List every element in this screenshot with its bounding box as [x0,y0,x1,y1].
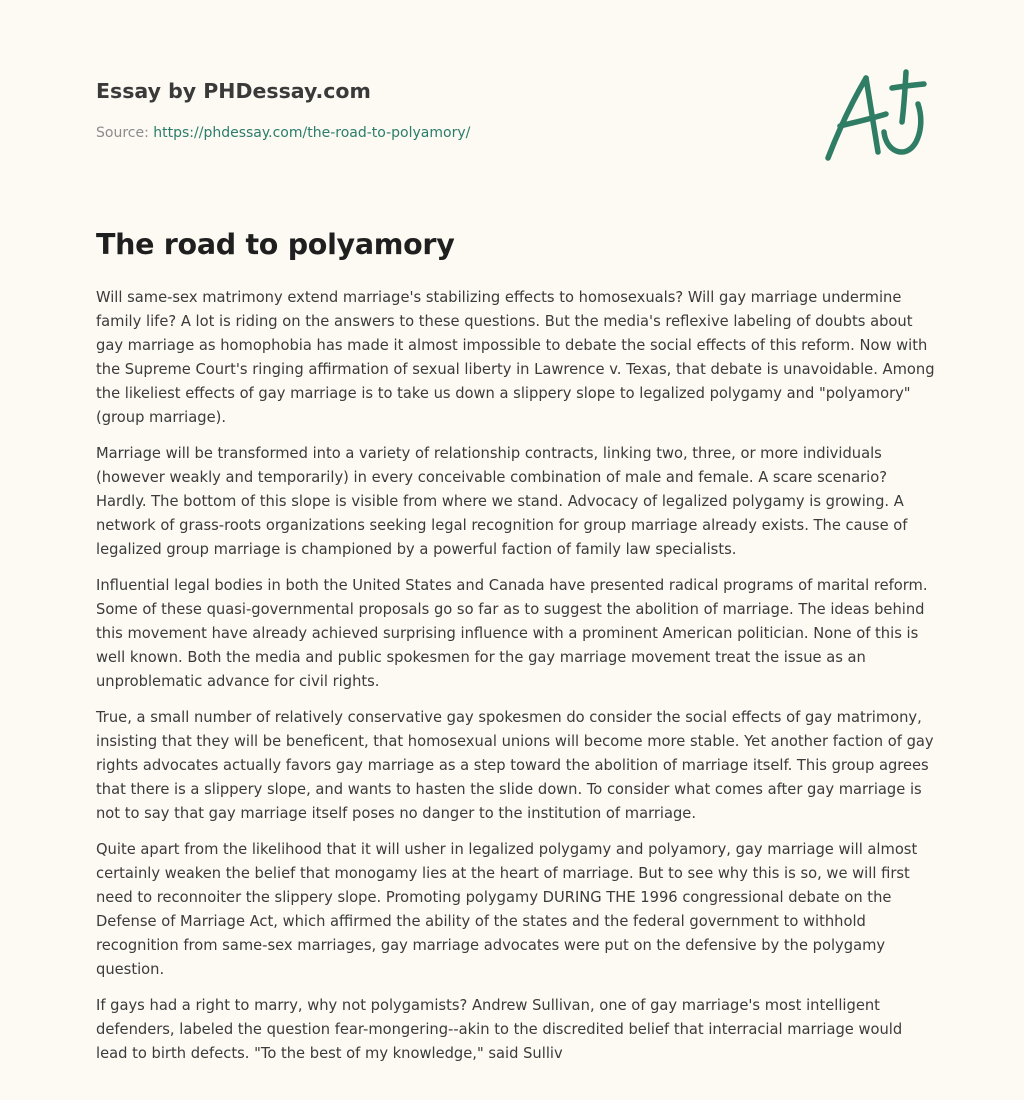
brand-title: Essay by PHDessay.com [96,79,371,103]
essay-body [96,286,936,1078]
paragraph: Marriage will be transformed into a variety of relationship contracts, linking two, three, or more individuals (however weakly and temporarily) in every conceivable combination of male and female. A scare scenario? Hardly. The bottom of this slope is visible from where we stand. Advocacy of legalized polygamy is growing. A network of grass-roots organizations seeking legal recognition for group marriage already exists. The cause of legalized group marriage is championed by a powerful faction of family law specialists. [96,445,908,558]
source-link[interactable]: https://phdessay.com/the-road-to-polyamory/ [153,125,471,141]
source-label: Source: [96,125,154,141]
paragraph: True, a small number of relatively conservative gay spokesmen do consider the social effects of gay matrimony, insisting that they will be beneficent, that homosexual unions will become more stable. Yet another faction of gay rights advocates actually favors gay marriage as a step toward the abolition of marriage itself. This group agrees that there is a slippery slope, and wants to hasten the slide down. To consider what comes after gay marriage is not to say that gay marriage itself poses no danger to the institution of marriage. [96,709,934,822]
paragraph: Influential legal bodies in both the United States and Canada have presented radical programs of marital reform. Some of these quasi-governmental proposals go so far as to suggest the abolition of marriage. The ideas behind this movement have already achieved surprising influence with a prominent American politician. None of this is well known. Both the media and public spokesmen for the gay marriage movement treat the issue as an unproblematic advance for civil rights. [96,577,928,690]
source-line [96,124,696,142]
a-plus-icon [818,66,934,166]
page-header [96,78,696,142]
paragraph: Quite apart from the likelihood that it will usher in legalized polygamy and polyamory, gay marriage will almost certainly weaken the belief that monogamy lies at the heart of marriage. But to see why this is so, we will first need to reconnoiter the slippery slope. Promoting polygamy DURING THE 1996 congressional debate on the Defense of Marriage Act, which affirmed the ability of the states and the federal government to withhold recognition from same-sex marriages, gay marriage advocates were put on the defensive by the polygamy question. [96,841,918,978]
paragraph: Will same-sex matrimony extend marriage's stabilizing effects to homosexuals? Will gay marriage undermine family life? A lot is riding on the answers to these questions. But the media's reflexive labeling of doubts about gay marriage as homophobia has made it almost impossible to debate the social effects of this reform. Now with the Supreme Court's ringing affirmation of sexual liberty in Lawrence v. Texas, that debate is unavoidable. Among the likeliest effects of gay marriage is to take us down a slippery slope to legalized polygamy and "polyamory" (group marriage). [96,289,935,426]
paragraph: If gays had a right to marry, why not polygamists? Andrew Sullivan, one of gay marriage's most intelligent defenders, labeled the question fear-mongering--akin to the discredited belief that interracial marriage would lead to birth defects. "To the best of my knowledge," said Sulliv [96,997,903,1062]
page-title: The road to polyamory [96,228,455,261]
